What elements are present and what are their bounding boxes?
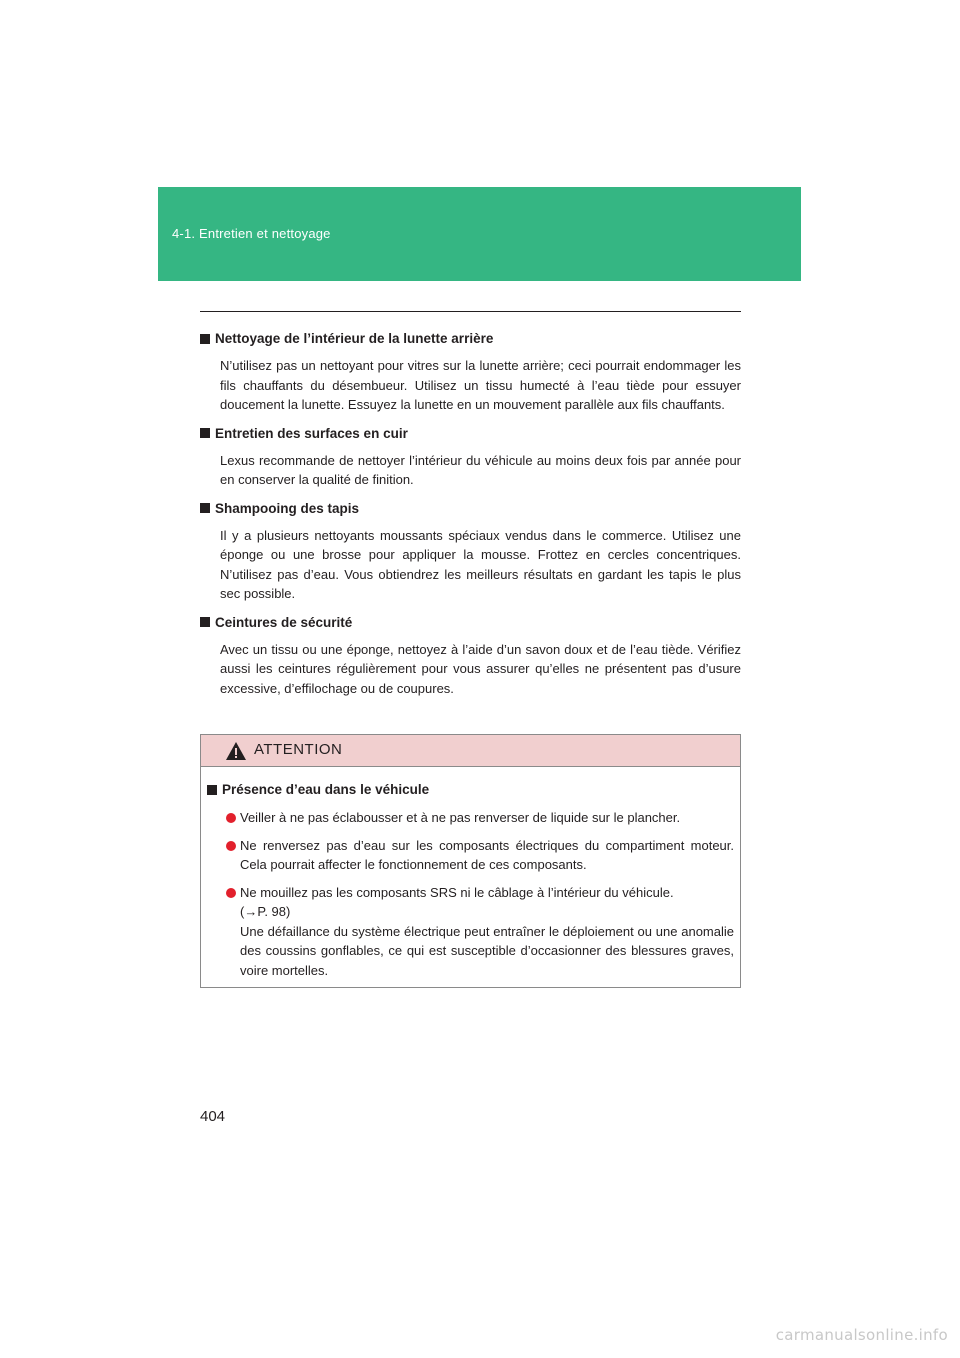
top-divider bbox=[200, 311, 741, 312]
section-breadcrumb: 4-1. Entretien et nettoyage bbox=[172, 226, 331, 241]
square-bullet-icon bbox=[200, 617, 210, 627]
watermark: carmanualsonline.info bbox=[775, 1326, 948, 1344]
red-bullet-icon bbox=[226, 888, 236, 898]
section-title: Ceintures de sécurité bbox=[215, 614, 353, 630]
square-bullet-icon bbox=[200, 334, 210, 344]
warning-bullet bbox=[207, 836, 734, 875]
red-bullet-icon bbox=[226, 841, 236, 851]
warning-title: Présence d’eau dans le véhicule bbox=[222, 782, 430, 797]
chapter-header-band bbox=[158, 187, 801, 281]
main-content bbox=[200, 326, 741, 704]
section-seatbelts bbox=[200, 610, 741, 699]
section-text: N’utilisez pas un nettoyant pour vitres sur la lunette arrière; ceci pourrait endommager les fils chauffants du désembueur. Utilisez un tissu humecté à l’eau tiède pour essuyer doucement la lunette. Essuyez la lunette en un mouvement parallèle aux fils chauffants. bbox=[220, 358, 741, 412]
bullet-text: Ne renversez pas d’eau sur les composants électriques du compartiment moteur. Cela pourrait affecter le fonctionnement de ces composants. bbox=[240, 837, 734, 872]
section-rear-window bbox=[200, 326, 741, 415]
section-text: Avec un tissu ou une éponge, nettoyez à l’aide d’un savon doux et de l’eau tiède. Vérifiez aussi les ceintures régulièrement pour vous assurer qu’elles ne présentent pas d’usure excessive, d’effilochage ou de coupures. bbox=[220, 641, 741, 696]
square-bullet-icon bbox=[200, 428, 210, 438]
section-title: Nettoyage de l’intérieur de la lunette arrière bbox=[215, 331, 494, 346]
warning-bullet bbox=[207, 808, 734, 828]
bullet-text: Ne mouillez pas les composants SRS ni le câblage à l’intérieur du véhicule. bbox=[240, 884, 674, 900]
square-bullet-icon bbox=[200, 503, 210, 513]
bullet-text-continued: Une défaillance du système électrique peut entraîner le déploiement ou une anomalie des coussins gonflables, ce qui est susceptible d’occasionner des blessures graves, voire mortelles. bbox=[240, 923, 734, 978]
warning-label: ATTENTION bbox=[254, 741, 343, 758]
section-text: Lexus recommande de nettoyer l’intérieur du véhicule au moins deux fois par année pour en conserver la qualité de finition. bbox=[220, 452, 741, 487]
bullet-text: Veiller à ne pas éclabousser et à ne pas renverser de liquide sur le plancher. bbox=[240, 810, 681, 825]
section-title: Entretien des surfaces en cuir bbox=[215, 425, 408, 441]
warning-triangle-icon bbox=[225, 741, 247, 761]
warning-header bbox=[201, 735, 740, 767]
square-bullet-icon bbox=[207, 785, 217, 795]
page-number: 404 bbox=[200, 1108, 226, 1125]
page-reference: (→P. 98) bbox=[240, 904, 291, 919]
section-text: Il y a plusieurs nettoyants moussants spéciaux vendus dans le commerce. Utilisez une éponge ou une brosse pour appliquer la mousse. Frottez en cercles concentriques. N’utilisez pas d’eau. Vous obtiendrez les meilleurs résultats en gardant les tapis le plus sec possible. bbox=[220, 527, 741, 601]
warning-body bbox=[201, 767, 740, 980]
section-carpets bbox=[200, 496, 741, 604]
section-title: Shampooing des tapis bbox=[215, 500, 360, 516]
warning-box bbox=[200, 734, 741, 988]
section-leather bbox=[200, 421, 741, 490]
red-bullet-icon bbox=[226, 813, 236, 823]
warning-bullet bbox=[207, 883, 734, 981]
